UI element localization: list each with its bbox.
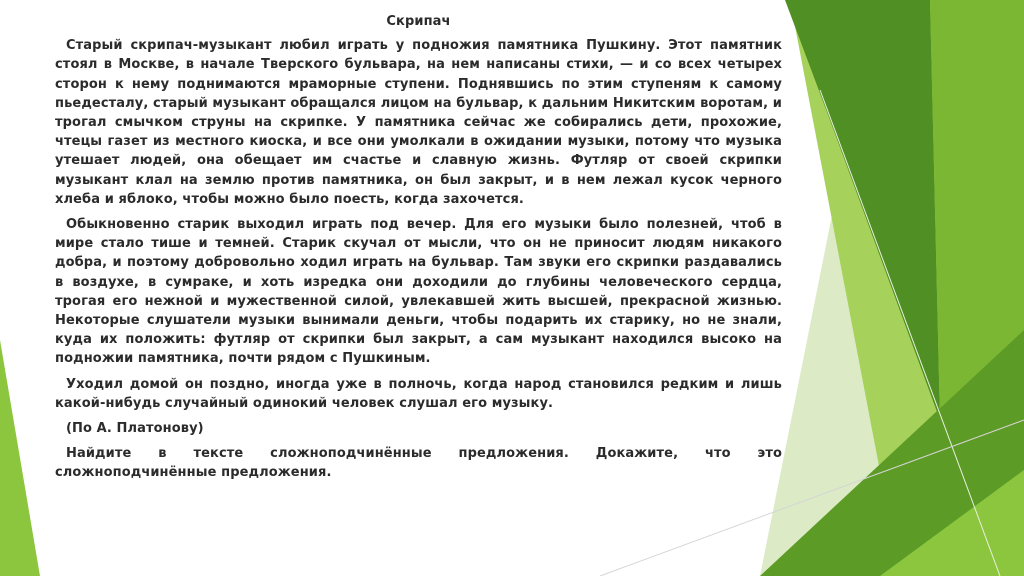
task-text: Найдите в тексте сложноподчинённые предложения. Докажите, что это сложноподчинённые предложения. bbox=[55, 446, 782, 481]
paragraph-1: Старый скрипач-музыкант любил играть у подножия памятника Пушкину. Этот памятник стоял в Москве, в начале Тверского бульвара, на нем написаны стихи, — и со всех четырех сторон к нему поднимаются мраморные ступени. Поднявшись по этим ступеням к самому пьедесталу, старый музыкант обращался лицом на бульвар, к дальним Никитским воротам, и трогал смычком струны на скрипке. У памятника сейчас же собирались дети, прохожие, чтецы газет из местного киоска, и все они умолкали в ожидании музыки, потому что музыка утешает людей, она обещает им счастье и славную жизнь. Футляр от своей скрипки музыкант клал на землю против памятника, он был закрыт, и в нем лежал кусок черного хлеба и яблоко, чтобы можно было поесть, когда захочется. bbox=[55, 38, 782, 207]
paragraph-3: Уходил домой он поздно, иногда уже в полночь, когда народ становился редким и лишь какой-нибудь случайный одинокий человек слушал его музыку. bbox=[55, 376, 782, 411]
document-title: Скрипач bbox=[386, 14, 451, 29]
paragraph-2: Обыкновенно старик выходил играть под вечер. Для его музыки было полезней, чтоб в мире стало тише и темней. Старик скучал от мысли, что он не приносит людям никакого добра, и поэтому добровольно ходил играть на бульвар. Там звуки его скрипки раздавались в воздухе, в сумраке, и хоть изредка они доходили до глубины человеческого сердца, трогая его нежной и мужественной силой, увлекавшей жить высшей, прекрасной жизнью. Некоторые слушатели музыки вынимали деньги, чтобы подарить их старику, но не знали, куда их положить: футляр от скрипки был закрыт, а сам музыкант находился высоко на подножии памятника, почти рядом с Пушкиным. bbox=[55, 217, 782, 367]
attribution: (По А. Платонову) bbox=[66, 421, 204, 437]
document-body bbox=[55, 12, 782, 483]
left-triangle-decoration bbox=[0, 340, 40, 576]
